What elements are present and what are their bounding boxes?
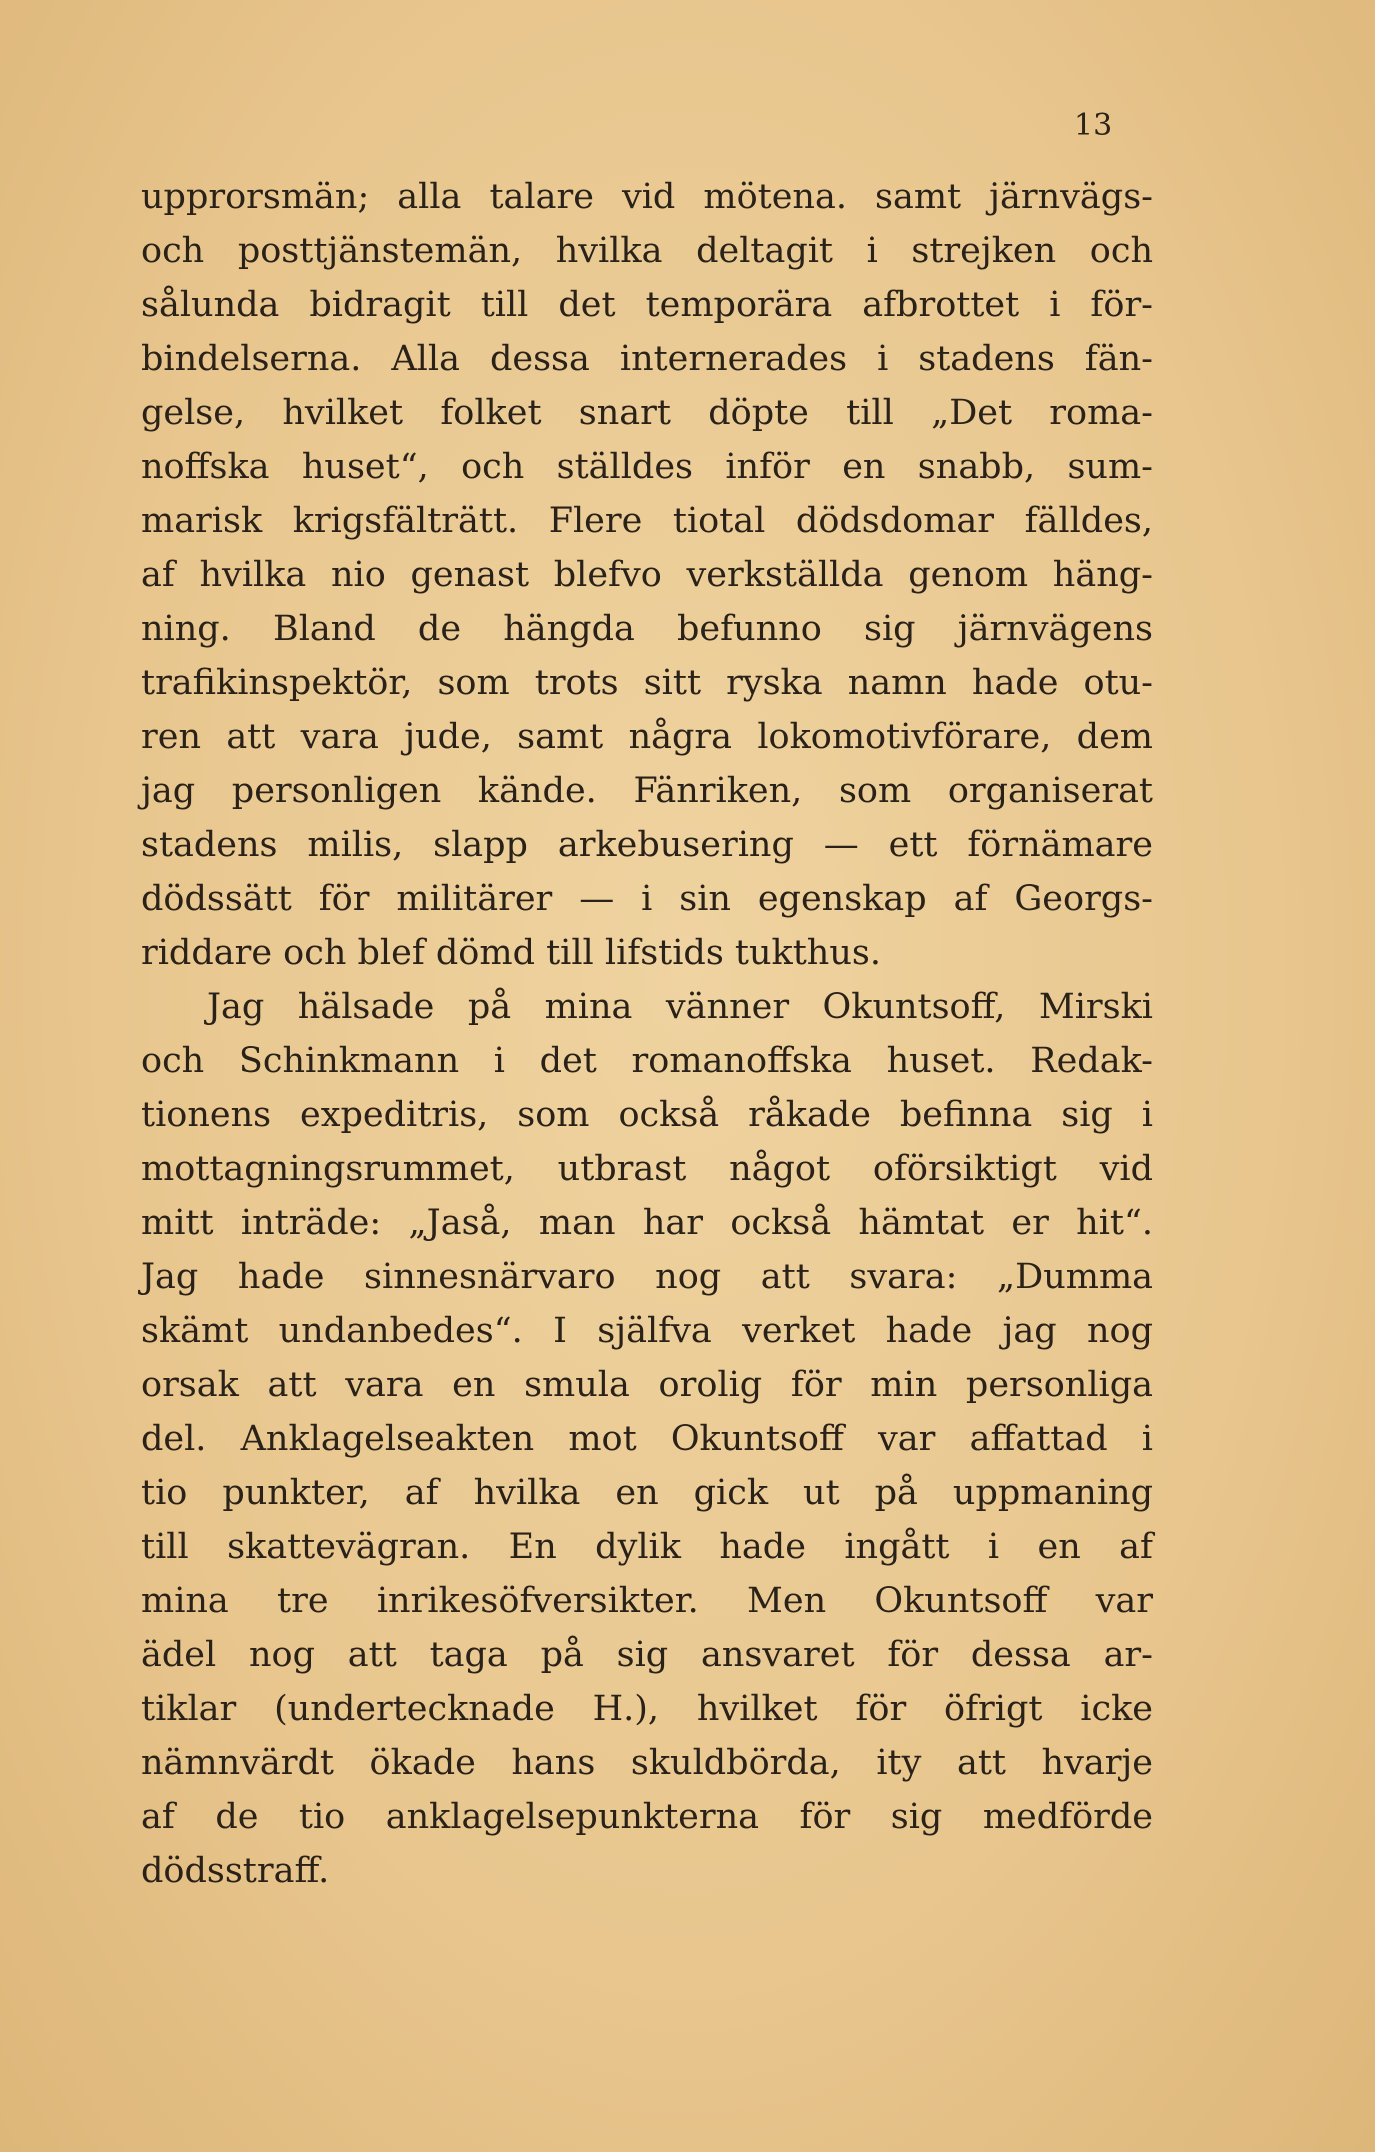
text-line: dödssätt för militärer — i sin egenskap af Georgs-	[141, 879, 1153, 919]
text-line: del. Anklagelseakten mot Okuntsoff var affattad i	[141, 1419, 1153, 1459]
page-number: 13	[1074, 108, 1113, 143]
text-line: sålunda bidragit till det temporära afbrottet i för-	[141, 285, 1153, 325]
text-line: orsak att vara en smula orolig för min personliga	[141, 1365, 1153, 1405]
paragraph-1	[141, 170, 1153, 980]
paragraph-2	[141, 980, 1153, 1898]
text-line: och Schinkmann i det romanoffska huset. Redak-	[141, 1041, 1153, 1081]
text-line: trafikinspektör, som trots sitt ryska namn hade otu-	[141, 663, 1153, 703]
text-line: marisk krigsfälträtt. Flere tiotal dödsdomar fälldes,	[141, 501, 1153, 541]
text-line: nämnvärdt ökade hans skuldbörda, ity att hvarje	[141, 1743, 1153, 1783]
text-line: tionens expeditris, som också råkade befinna sig i	[141, 1095, 1153, 1135]
text-line: riddare och blef dömd till lifstids tukthus.	[141, 933, 881, 973]
text-line: tio punkter, af hvilka en gick ut på uppmaning	[141, 1473, 1153, 1513]
text-line: skämt undanbedes“. I själfva verket hade jag nog	[141, 1311, 1153, 1351]
text-line: dödsstraff.	[141, 1851, 330, 1891]
text-line: och posttjänstemän, hvilka deltagit i strejken och	[141, 231, 1153, 271]
text-line: ren att vara jude, samt några lokomotivförare, dem	[141, 717, 1153, 757]
text-line: mina tre inrikesöfversikter. Men Okuntsoff var	[141, 1581, 1153, 1621]
text-line: ädel nog att taga på sig ansvaret för dessa ar-	[141, 1635, 1153, 1675]
text-line: Jag hälsade på mina vänner Okuntsoff, Mirski	[207, 987, 1153, 1027]
text-line: Jag hade sinnesnärvaro nog att svara: „Dumma	[141, 1257, 1153, 1297]
text-line: till skattevägran. En dylik hade ingått i en af	[141, 1527, 1153, 1567]
page-text	[141, 170, 1153, 1898]
text-line: noffska huset“, och ställdes inför en snabb, sum-	[141, 447, 1153, 487]
text-line: ning. Bland de hängda befunno sig järnvägens	[141, 609, 1153, 649]
text-line: af hvilka nio genast blefvo verkställda genom häng-	[141, 555, 1153, 595]
text-line: af de tio anklagelsepunkterna för sig medförde	[141, 1797, 1153, 1837]
text-line: gelse, hvilket folket snart döpte till „Det roma-	[141, 393, 1153, 433]
text-line: bindelserna. Alla dessa internerades i stadens fän-	[141, 339, 1153, 379]
text-line: stadens milis, slapp arkebusering — ett förnämare	[141, 825, 1153, 865]
text-line: upprorsmän; alla talare vid mötena. samt järnvägs-	[141, 177, 1153, 217]
text-line: jag personligen kände. Fänriken, som organiserat	[141, 771, 1153, 811]
text-line: tiklar (undertecknade H.), hvilket för öfrigt icke	[141, 1689, 1153, 1729]
text-line: mottagningsrummet, utbrast något oförsiktigt vid	[141, 1149, 1153, 1189]
text-line: mitt inträde: „Jaså, man har också hämtat er hit“.	[141, 1203, 1153, 1243]
